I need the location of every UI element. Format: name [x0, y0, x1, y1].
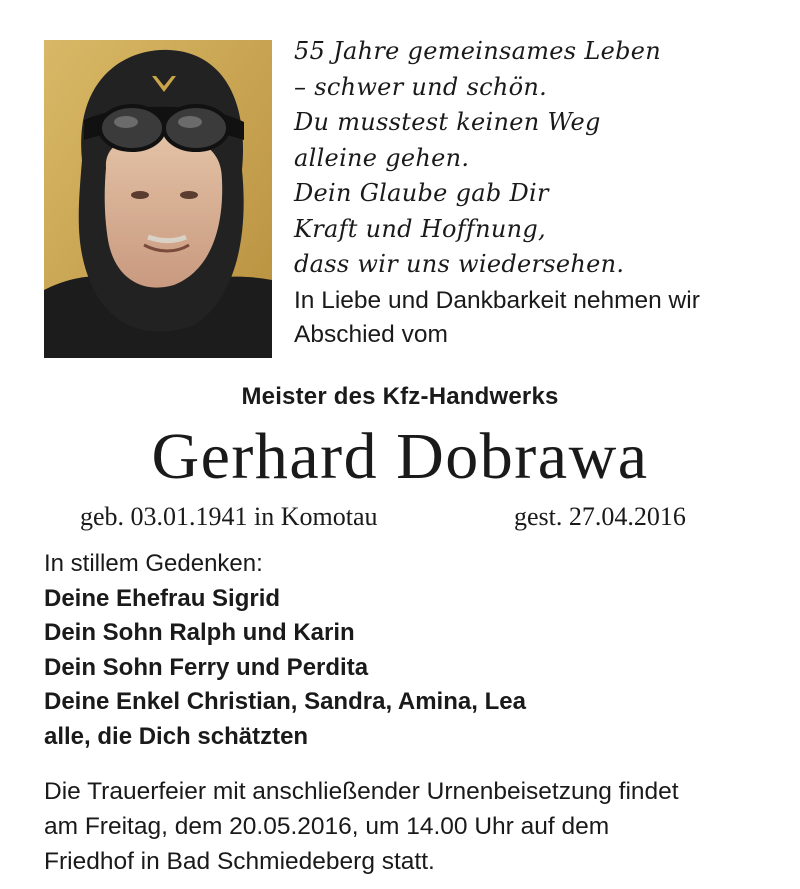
- birth-date: geb. 03.01.1941 in Komotau: [80, 502, 378, 531]
- mourner-name: Dein Sohn Ferry und Perdita: [44, 653, 369, 681]
- mourner-name: Deine Ehefrau Sigrid: [44, 584, 281, 612]
- mourner-name: alle, die Dich schätzten: [44, 722, 309, 750]
- ceremony-line: Die Trauerfeier mit anschließender Urnenbeisetzung findet: [44, 778, 679, 805]
- death-date: gest. 27.04.2016: [514, 502, 686, 531]
- poem-line: Kraft und Hoffnung,: [294, 214, 546, 243]
- portrait-image: [44, 40, 272, 358]
- portrait-photo: [44, 40, 272, 358]
- mourner-name: Deine Enkel Christian, Sandra, Amina, Lea: [44, 688, 526, 715]
- poem-line: alleine gehen.: [294, 143, 470, 172]
- ceremony-info: [44, 774, 794, 879]
- ceremony-line: Friedhof in Bad Schmiedeberg statt.: [44, 848, 435, 875]
- poem-line: Du musstest keinen Weg: [294, 108, 601, 136]
- mourners-list: [44, 547, 784, 754]
- ceremony-line: am Freitag, dem 20.05.2016, um 14.00 Uhr auf dem: [44, 813, 610, 840]
- poem-line: dass wir uns wiedersehen.: [294, 250, 625, 278]
- profession-title: Meister des Kfz-Handwerks: [241, 383, 559, 410]
- deceased-name: Gerhard Dobrawa: [151, 420, 649, 493]
- farewell-intro: [294, 284, 794, 352]
- poem-line: – schwer und schön.: [294, 72, 548, 101]
- poem-line: 55 Jahre gemeinsames Leben: [294, 37, 662, 65]
- mourners-heading: In stillem Gedenken:: [44, 550, 263, 577]
- poem: [294, 34, 784, 283]
- mourner-name: Dein Sohn Ralph und Karin: [44, 619, 355, 646]
- intro-line: In Liebe und Dankbarkeit nehmen wir: [294, 287, 700, 314]
- poem-line: Dein Glaube gab Dir: [294, 179, 549, 207]
- intro-line: Abschied vom: [294, 321, 448, 348]
